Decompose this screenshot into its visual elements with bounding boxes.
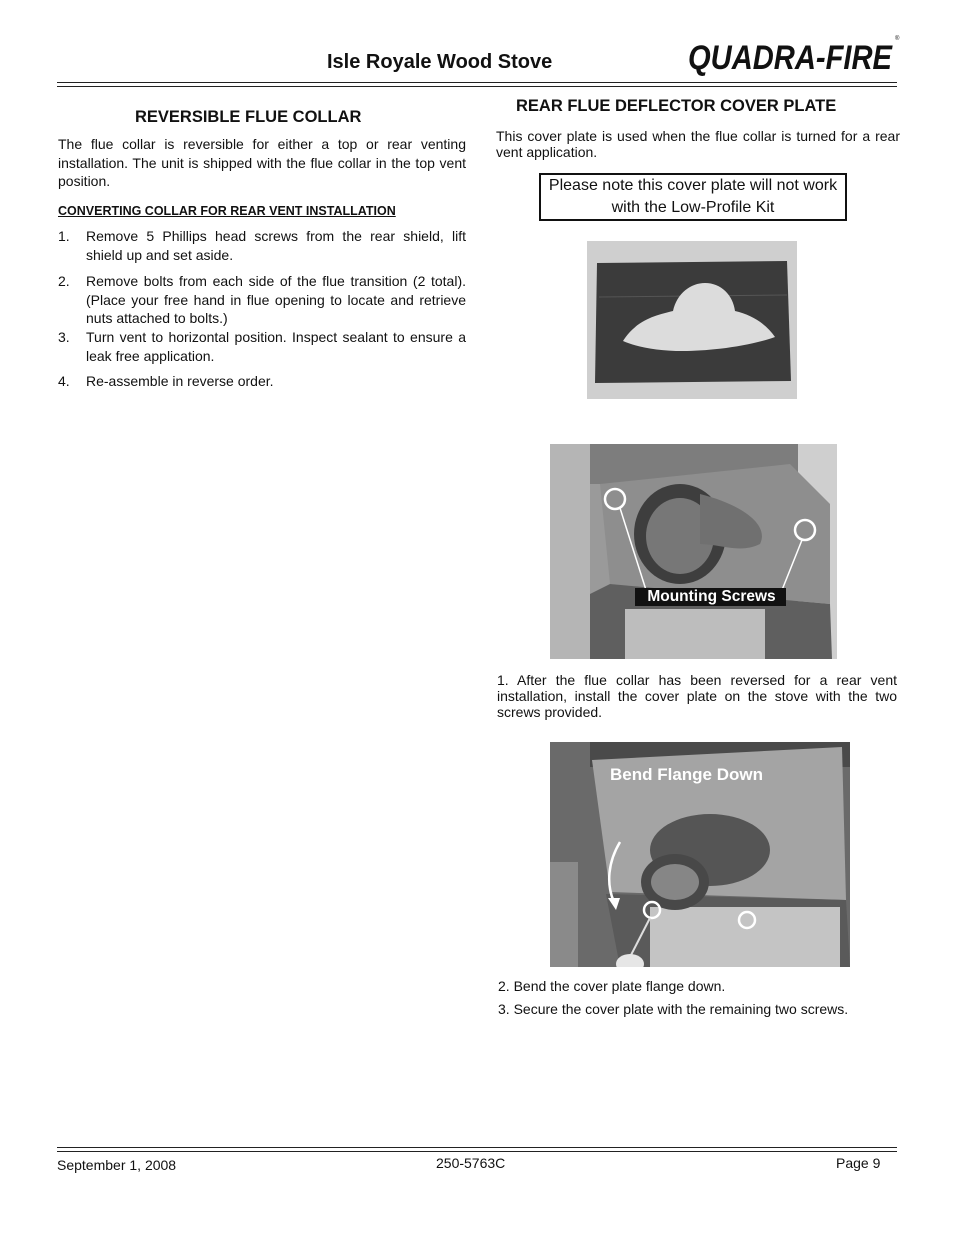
footer-rule-top: [57, 1147, 897, 1148]
header-rule-top: [57, 82, 897, 83]
mounting-screws-photo: [550, 444, 837, 659]
step-2: [58, 272, 466, 328]
caption-3: 3. Secure the cover plate with the remaining two screws.: [498, 1001, 849, 1017]
svg-text:QUADRA-FIRE: QUADRA-FIRE: [688, 39, 894, 77]
step-number: 1.: [58, 228, 70, 244]
quadra-fire-logo: [686, 36, 902, 78]
step-number: 3.: [58, 329, 70, 345]
footer-date: September 1, 2008: [57, 1157, 177, 1173]
footer-rule-bottom: [57, 1151, 897, 1152]
step-text: Turn vent to horizontal position. Inspect sealant to ensure a leak free application.: [86, 329, 466, 364]
step-1: [58, 227, 466, 265]
left-heading: REVERSIBLE FLUE COLLAR: [135, 108, 362, 126]
step-4: [58, 372, 466, 392]
step-text: Remove bolts from each side of the flue transition (2 total). (Place your free hand in flue opening to locate and retrieve nuts attached to bolts.): [86, 273, 466, 326]
page-title: Isle Royale Wood Stove: [327, 51, 553, 73]
bend-flange-label: Bend Flange Down: [610, 765, 763, 784]
step-3: [58, 328, 466, 366]
registered-mark: ®: [895, 36, 900, 42]
caption-2: 2. Bend the cover plate flange down.: [498, 978, 726, 994]
step-number: 2.: [58, 273, 70, 289]
left-intro: The flue collar is reversible for either a top or rear venting installation. The unit is shipped with the flue collar in the top vent position.: [58, 136, 466, 189]
mounting-screws-label: Mounting Screws: [647, 588, 776, 605]
bend-flange-photo: [550, 742, 850, 967]
step-text: Re-assemble in reverse order.: [86, 373, 274, 389]
header-rule-bottom: [57, 86, 897, 87]
right-intro: This cover plate is used when the flue collar is turned for a rear vent application.: [496, 128, 900, 160]
note-box: Please note this cover plate will not work with the Low-Profile Kit: [539, 173, 847, 221]
caption-1: 1. After the flue collar has been reversed for a rear vent installation, install the cover plate on the stove with the two screws provided.: [497, 672, 897, 720]
left-subheading: CONVERTING COLLAR FOR REAR VENT INSTALLATION: [58, 204, 396, 218]
cover-plate-photo: [587, 241, 797, 399]
right-heading: REAR FLUE DEFLECTOR COVER PLATE: [516, 97, 837, 115]
step-text: Remove 5 Phillips head screws from the rear shield, lift shield up and set aside.: [86, 228, 466, 263]
footer-doc-number: 250-5763C: [436, 1155, 506, 1171]
footer-page-number: Page 9: [836, 1155, 881, 1171]
step-number: 4.: [58, 373, 70, 389]
